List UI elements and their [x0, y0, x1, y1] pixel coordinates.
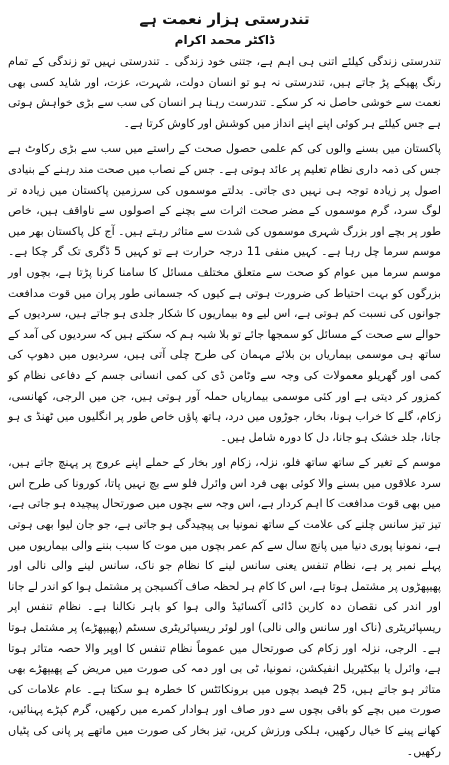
article-author: ڈاکٹر محمد اکرام	[174, 33, 275, 47]
article-paragraph-2: پاکستان میں بسنے والوں کی کم علمی حصول صحت کے راستے میں سب سے بڑی رکاوٹ ہے جس کی ذمہ داری نظام تعلیم پر عائد ہوتی ہے۔ جس کے نصاب میں صحت مند رہنے کے بنیادی اصول پر زیادہ توجہ ہی نہیں دی جاتی۔ بدلتے موسموں کی سرزمین پاکستان میں زیادہ تر لوگ سرد، گرم موسموں کے مضر صحت اثرات سے بچنے کے اصولوں سے ناواقف ہیں، خاص طور پر بچے اور بزرگ شہری موسموں کی شدت سے متاثر رہتے ہیں۔ آج کل پاکستان بھر میں موسم سرما چل رہا ہے۔ کہیں منفی 11 درجہ حرارت ہے تو کہیں 5 ڈگری تک گر چکا ہے۔ موسم سرما میں عوام کو صحت سے متعلق مختلف مسائل کا سامنا کرنا پڑتا ہے، بچوں اور بزرگوں کو بہت احتیاط کی ضرورت ہوتی ہے کیوں کہ جسمانی طور پران میں قوت مدافعت جوانوں کی نسبت کم ہوتی ہے، اس لیے وہ بیماریوں کا شکار جلدی ہو جاتے ہیں، سردیوں کے حوالے سے صحت کے مسائل کو سمجھا جائے تو بلا شبہ ہم کہ سکتے ہیں کہ سردیوں کی آمد کے ساتھ ہی موسمی بیماریاں بن بلائے مہمان کی طرح چلی آتی ہیں، سردیوں میں دھوپ کی کمی اور گھریلو معمولات کی وجہ سے وٹامن ڈی کی کمی انسانی جسم کے دفاعی نظام کو کمزور کر دیتی ہے اور کئی موسمی بیماریاں حملہ آور ہوتی ہیں، جن میں الرجی، کھانسی، زکام، گلے کا خراب ہونا، بخار، جوڑوں میں درد، ہاتھ پاؤں خاص طور پر انگلیوں میں ٹھنڈ ی ہو جانا، جلد خشک ہو جانا، دل کا دورہ شامل ہیں۔	[8, 142, 442, 444]
article-paragraph-1: تندرستی زندگی کیلئے اتنی ہی اہم ہے، جتنی خود زندگی ۔ تندرستی نہیں تو زندگی کے تمام رنگ پھیکے پڑ جاتے ہیں، تندرستی نہ ہو تو انسان دولت، شہرت، عزت، اور شاید کسی بھی نعمت سے خوشی حاصل نہ کر سکے۔ تندرست رہنا ہر انسان کی سب سے بڑی خواہش ہوتی ہے جس کیلئے ہر کوئی اپنے اپنے انداز میں کوشش اور کاوش کرتا ہے۔	[8, 55, 441, 130]
article-paragraph-3: موسم کے تغیر کے ساتھ ساتھ فلو، نزلہ، زکام اور بخار کے حملے اپنے عروج پر پہنچ جاتے ہیں، سرد علاقوں میں بسنے والا کوئی بھی فرد اس وائرل فلو سے بچ نہیں پاتا، کورونا کی طرح اس میں بھی قوت مدافعت کا اہم کردار ہے، اس وجہ سے بچوں میں صورتحال پیچیدہ ہو جاتی ہے، تیز تیز سانس چلنے کی علامت کے ساتھ نمونیا بی پیچیدگی ہو جاتی ہے، جو جان لیوا بھی ہوتی ہے، نمونیا پوری دنیا میں پانچ سال سے کم عمر بچوں میں موت کا سبب بننے والی بیماریوں میں پہلے نمبر پر ہے، نظام تنفس یعنی سانس لینے کا نظام جو ناک، سانس لینے والی نالی اور پھیپھڑوں پر مشتمل ہوتا ہے، اس کا کام ہر لحظہ صاف آکسیجن پر مشتمل ہوا کو اندر لے جانا اور اندر کی نقصان دہ کاربن ڈائی آکسائیڈ والی ہوا کو باہر نکالنا ہے۔ نظام تنفس اپر ریسپائریٹری (ناک اور سانس والی نالی) اور لوئر ریسپائریٹری سسٹم (پھیپھڑے) پر مشتمل ہوتا ہے۔ الرجی، نزلہ اور زکام کی صورتحال میں عموماً نظام تنفس کا اوپر والا حصہ متاثر ہوتا ہے، وائرل یا بیکٹیریل انفیکشن، نمونیا، ٹی بی اور دمہ کی صورت میں مریض کے پھیپھڑے بھی متاثر ہو جاتے ہیں، 25 فیصد بچوں میں برونکائٹس کا خطرہ ہو سکتا ہے۔ عام علامات کی صورت میں بچے کو باقی بچوں سے دور صاف اور ہوادار کمرے میں رکھیں، گرم کپڑے پہنائیں، کھانے پینے کا خیال رکھیں، ہلکی ورزش کریں، تیز بخار کی صورت میں ماتھے پر پانی کی پٹیاں رکھیں۔	[8, 456, 441, 758]
article-title: تندرستی ہزار نعمت ہے	[139, 10, 310, 28]
